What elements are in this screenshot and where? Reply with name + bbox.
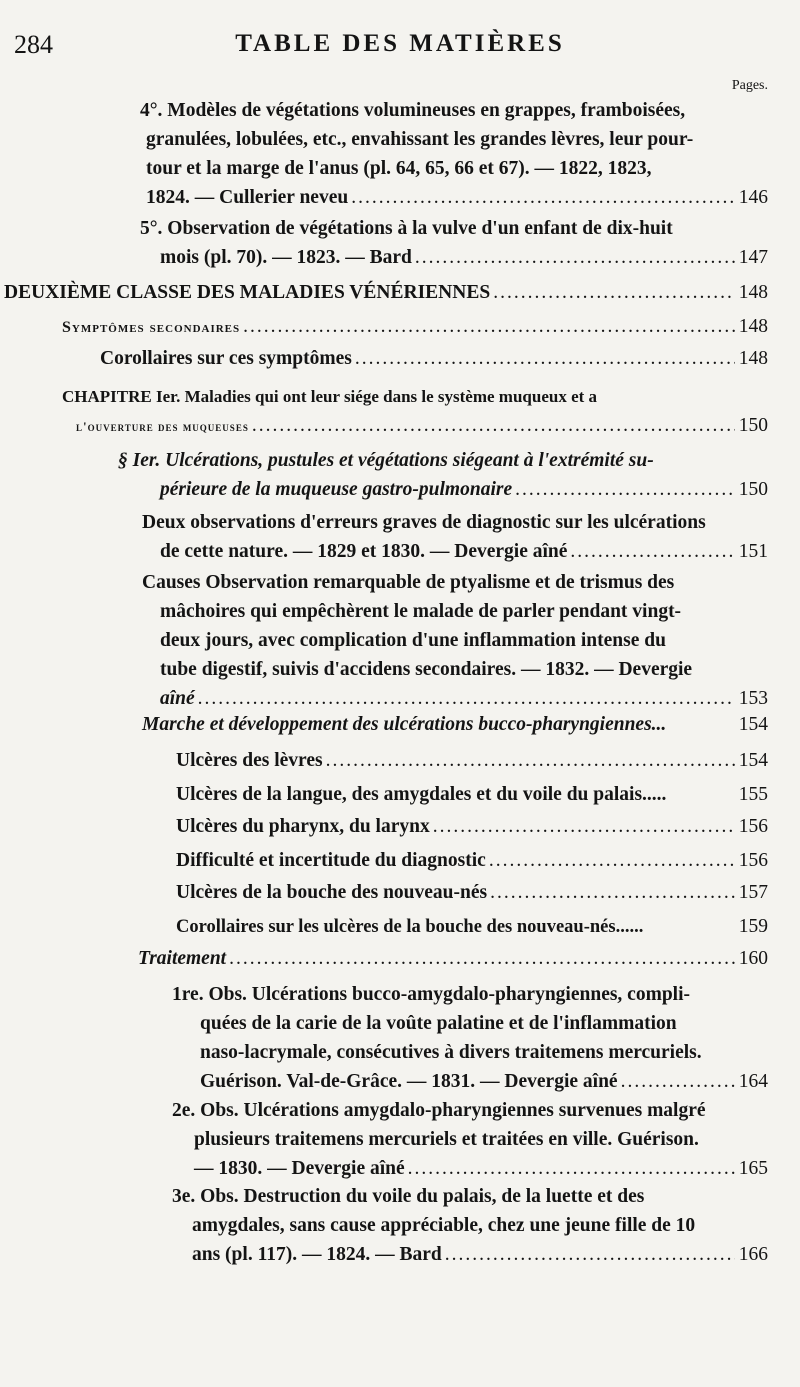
toc-entry (140, 214, 768, 272)
toc-line: Symptômes secondaires ..... 148 (62, 312, 768, 342)
toc-entry (176, 812, 768, 841)
page-ref: 148 (738, 282, 768, 303)
toc-line: DEUXIÈME CLASSE DES MALADIES VÉNÉRIENNES ..... 148 (4, 278, 768, 307)
toc-line: 3e. Obs. Destruction du voile du palais, de la luette et des (172, 1186, 645, 1207)
toc-entry (138, 944, 768, 973)
toc-line: plusieurs traitemens mercuriels et traitées en ville. Guérison. (194, 1129, 699, 1150)
pages-column-label: Pages. (731, 78, 768, 93)
page-ref: 154 (738, 714, 768, 735)
toc-line: tube digestif, suivis d'accidens secondaires. — 1832. — Devergie (160, 659, 693, 680)
toc-line: quées de la carie de la voûte palatine et de l'inflammation (200, 1013, 677, 1034)
toc-line: tour et la marge de l'anus (pl. 64, 65, 66 et 67). — 1822, 1823, (146, 158, 652, 179)
page-ref: 148 (738, 316, 768, 337)
toc-entry (140, 96, 768, 212)
toc-line: amygdales, sans cause appréciable, chez une jeune fille de 10 (192, 1215, 696, 1236)
toc-line: ans (pl. 117). — 1824. — Bard ..... 166 (172, 1240, 768, 1269)
toc-entry (172, 1182, 768, 1269)
toc-line: aîné ..... 153 (142, 684, 768, 713)
page-ref: 166 (738, 1244, 768, 1265)
toc-line: de cette nature. — 1829 et 1830. — Devergie aîné ..... 151 (142, 537, 768, 566)
toc-entry (176, 878, 768, 907)
toc-entry (100, 344, 768, 373)
page-ref: 165 (738, 1158, 768, 1179)
page-ref: 151 (738, 541, 768, 562)
page-ref: 148 (738, 348, 768, 369)
page-ref: 155 (738, 784, 768, 805)
toc-line: Traitement ..... 160 (138, 944, 768, 973)
page-ref: 153 (738, 688, 768, 709)
page-title: TABLE DES MATIÈRES (235, 30, 565, 57)
toc-line: Ulcères de la bouche des nouveau-nés ..... 157 (176, 878, 768, 907)
toc-line: § Ier. Ulcérations, pustules et végétations siégeant à l'extrémité su- (118, 450, 654, 471)
toc-entry (62, 382, 768, 441)
toc-line: granulées, lobulées, etc., envahissant les grandes lèvres, leur pour- (146, 129, 694, 150)
toc-line: deux jours, avec complication d'une inflammation intense du (160, 630, 666, 651)
toc-line: 5°. Observation de végétations à la vulve d'un enfant de dix-huit (140, 218, 673, 239)
page-number: 284 (14, 30, 53, 59)
toc-line: périeure de la muqueuse gastro-pulmonaire ..... 150 (118, 475, 768, 504)
toc-line: Marche et développement des ulcérations bucco-pharyngiennes... 154 (142, 710, 768, 739)
toc-line: Difficulté et incertitude du diagnostic ..... 156 (176, 846, 768, 875)
toc-entry (172, 980, 768, 1096)
toc-entry (176, 746, 768, 775)
page-ref: 159 (738, 916, 768, 937)
toc-line: 1824. — Cullerier neveu ..... 146 (140, 183, 768, 212)
toc-line: Corollaires sur ces symptômes ..... 148 (100, 344, 768, 373)
toc-line: Corollaires sur les ulcères de la bouche des nouveau-nés...... 159 (176, 912, 768, 942)
page-ref: 157 (738, 882, 768, 903)
toc-entry (176, 780, 768, 809)
toc-line: Deux observations d'erreurs graves de diagnostic sur les ulcérations (142, 512, 706, 533)
toc-line: mois (pl. 70). — 1823. — Bard ..... 147 (140, 243, 768, 272)
page-ref: 154 (738, 750, 768, 771)
page-ref: 160 (738, 948, 768, 969)
toc-entry (176, 846, 768, 875)
page-ref: 156 (738, 850, 768, 871)
toc-entry (62, 312, 768, 342)
toc-entry (4, 278, 768, 307)
toc-line: mâchoires qui empêchèrent le malade de parler pendant vingt- (160, 601, 682, 622)
toc-line: naso-lacrymale, consécutives à divers traitemens mercuriels. (200, 1042, 702, 1063)
toc-line: Ulcères du pharynx, du larynx ..... 156 (176, 812, 768, 841)
toc-line: l'ouverture des muqueuses ..... 150 (62, 411, 768, 441)
toc-line: CHAPITRE Ier. Maladies qui ont leur siége dans le système muqueux et a (62, 387, 598, 406)
toc-line: Ulcères des lèvres ..... 154 (176, 746, 768, 775)
toc-entry (142, 710, 768, 739)
toc-entry (142, 508, 768, 566)
toc-entry (176, 912, 768, 942)
toc-line: — 1830. — Devergie aîné ..... 165 (172, 1154, 768, 1183)
toc-entry (118, 446, 768, 504)
toc-line: Ulcères de la langue, des amygdales et du voile du palais..... 155 (176, 780, 768, 809)
toc-entry (142, 568, 768, 713)
toc-line: 2e. Obs. Ulcérations amygdalo-pharyngiennes survenues malgré (172, 1100, 706, 1121)
page-ref: 146 (738, 187, 768, 208)
page-ref: 150 (738, 415, 768, 436)
page-ref: 150 (738, 479, 768, 500)
toc-entry (172, 1096, 768, 1183)
toc-line: Guérison. Val-de-Grâce. — 1831. — Devergie aîné ..... 164 (172, 1067, 768, 1096)
page-ref: 147 (738, 247, 768, 268)
toc-line: 4°. Modèles de végétations volumineuses en grappes, framboisées, (140, 100, 686, 121)
toc-line: 1re. Obs. Ulcérations bucco-amygdalo-pharyngiennes, compli- (172, 984, 691, 1005)
page-ref: 164 (738, 1071, 768, 1092)
toc-line: Causes Observation remarquable de ptyalisme et de trismus des (142, 572, 675, 593)
page-ref: 156 (738, 816, 768, 837)
